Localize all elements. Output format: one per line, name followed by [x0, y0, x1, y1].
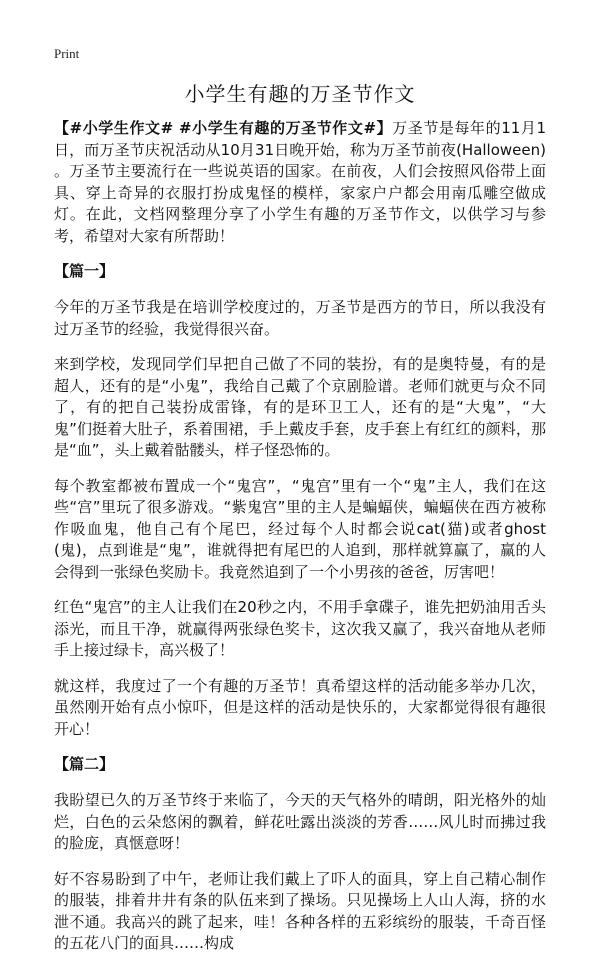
- paragraph: 就这样，我度过了一个有趣的万圣节！真希望这样的活动能多举办几次，虽然刚开始有点小惊吓，但是这样的活动是快乐的，大家都觉得很有趣很开心！: [54, 676, 546, 738]
- paragraph: 红色“鬼宫”的主人让我们在20秒之内，不用手拿碟子，谁先把奶油用舌头添光，而且干净，就赢得两张绿色奖卡，这次我又赢了，我兴奋地从老师手上接过绿卡，高兴极了！: [54, 598, 546, 659]
- paragraph: 来到学校，发现同学们早把自己做了不同的装扮，有的是奥特曼，有的是超人，还有的是“小鬼”，我给自己戴了个京剧脸谱。老师们就更与众不同了，有的把自己装扮成雷锋，有的是环卫工人，还有的是“大鬼”，“大鬼”们挺着大肚子，系着围裙，手上戴皮手套，皮手套上有红红的颜料，那是“血”，头上戴着骷髅头，样子怪恐怖的。: [54, 355, 546, 459]
- print-link[interactable]: Print: [54, 46, 80, 61]
- section-heading-1: 【篇一】: [54, 262, 115, 280]
- article-body: [54, 118, 546, 969]
- section-heading-2: 【篇二】: [54, 755, 115, 773]
- page-title: 小学生有趣的万圣节作文: [184, 82, 416, 106]
- intro-tags: 【#小学生作文# #小学生有趣的万圣节作文#】: [54, 119, 393, 137]
- paragraph: 今年的万圣节我是在培训学校度过的，万圣节是西方的节日，所以我没有过万圣节的经验，我觉得很兴奋。: [54, 298, 546, 338]
- paragraph: 好不容易盼到了中午，老师让我们戴上了吓人的面具，穿上自己精心制作的服装，排着井井有条的队伍来到了操场。只见操场上人山人海，挤的水泄不通。我高兴的跳了起来，哇！各种各样的五彩缤纷的服装，千奇百怪的五花八门的面具……构成: [54, 869, 546, 952]
- intro-text: 万圣节是每年的11月1日，而万圣节庆祝活动从10月31日晚开始，称为万圣节前夜(Halloween) 。万圣节主要流行在一些说英语的国家。在前夜，人们会按照风俗带上面具、穿上奇异的衣服打扮成鬼怪的模样，家家户户都会用南瓜雕空做成灯。在此，文档网整理分享了小学生有趣的万圣节作文，以供学习与参考，希望对大家有所帮助！: [54, 119, 546, 245]
- paragraph: 我盼望已久的万圣节终于来临了，今天的天气格外的晴朗，阳光格外的灿烂，白色的云朵悠闲的飘着，鲜花吐露出淡淡的芳香……风儿时而拂过我的脸庞，真惬意呀！: [54, 791, 546, 852]
- paragraph: 每个教室都被布置成一个“鬼宫”，“鬼宫”里有一个“鬼”主人，我们在这些“宫”里玩了很多游戏。“紫鬼宫”里的主人是蝙蝠侠，蝙蝠侠在西方被称作吸血鬼，他自己有个尾巴，经过每个人时都会说cat(猫)或者ghost(鬼)，点到谁是“鬼”，谁就得把有尾巴的人追到，那样就算赢了，赢的人会得到一张绿色奖励卡。我竟然追到了一个小男孩的爸爸，厉害吧！: [54, 476, 546, 581]
- intro-paragraph: [54, 118, 546, 247]
